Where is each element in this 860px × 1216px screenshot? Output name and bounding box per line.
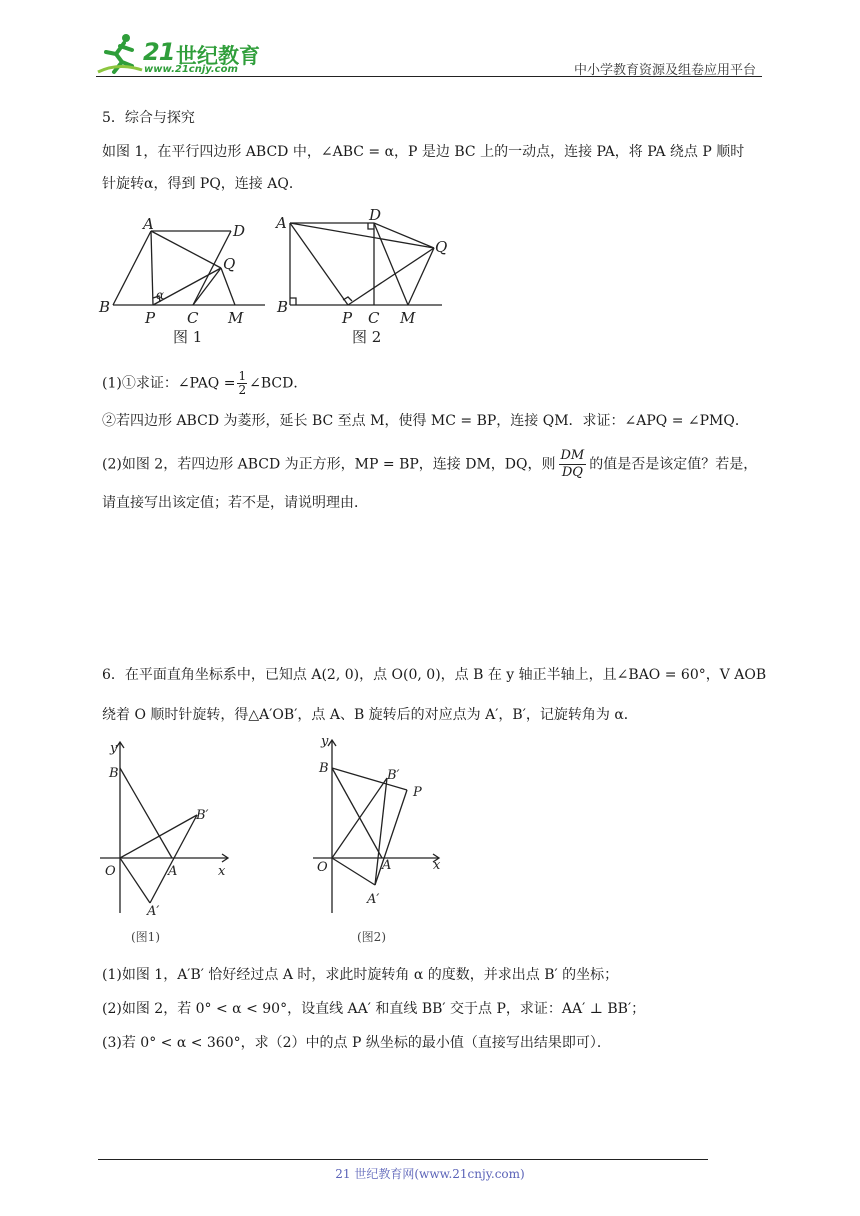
q6-stem-line1: 6．在平面直角坐标系中，已知点 A(2, 0)，点 O(0, 0)，点 B 在 y 轴正半轴上，且∠BAO = 60°，V AOB: [102, 667, 767, 683]
fig1-caption: 图 1: [173, 328, 203, 346]
fig2-label-Q: Q: [435, 238, 448, 256]
q5-part1-prefix: (1)①求证：∠PAQ =: [102, 375, 236, 392]
fig2-label-D: D: [369, 208, 382, 224]
q6-fig2-label-x: x: [433, 858, 441, 873]
q6-fig2-label-P: P: [413, 785, 422, 800]
logo-url: www.21cnjy.com: [144, 64, 238, 75]
header-divider: [96, 76, 762, 77]
q5-stem-line1: 如图 1，在平行四边形 ABCD 中，∠ABC = α，P 是边 BC 上的一动点，连接 PA，将 PA 绕点 P 顺时: [102, 144, 745, 160]
fig1-label-B: B: [99, 298, 111, 316]
q5-part1-fraction: $\frac{1}{2}$: [238, 369, 247, 397]
q6-fig2-label-A: A: [382, 858, 392, 873]
fig1-label-M: M: [228, 309, 244, 327]
q6-fig1-caption: (图1): [131, 930, 160, 944]
q6-fig2-label-A1: A′: [367, 892, 380, 907]
q6-fig2-label-y: y: [321, 735, 329, 749]
q6-part2: (2)如图 2，若 0° < α < 90°，设直线 AA′ 和直线 BB′ 交于点 P，求证：AA′ ⊥ BB′；: [102, 1001, 646, 1017]
fig2-caption: 图 2: [352, 328, 382, 346]
q6-fig2-label-B1: B′: [387, 768, 400, 783]
q5-part2: [102, 448, 757, 481]
q6-fig1-label-x: x: [218, 864, 226, 879]
fig2-label-B: B: [277, 298, 289, 316]
q5-title: 5．综合与探究: [102, 110, 195, 126]
q6-stem-line2: 绕着 O 顺时针旋转，得△A′OB′，点 A、B 旋转后的对应点为 A′，B′，记旋转角为 α．: [102, 707, 638, 723]
fig1-label-A: A: [143, 215, 154, 233]
q5-figure-1: [95, 208, 270, 348]
footer-text: 21 世纪教育网(www.21cnjy.com): [335, 1167, 525, 1181]
q6-fig1-label-O: O: [105, 864, 116, 879]
q5-part2-line2: 请直接写出该定值；若不是，请说明理由．: [102, 495, 368, 511]
q6-part3: (3)若 0° < α < 360°，求（2）中的点 P 纵坐标的最小值（直接写出结果即可）．: [102, 1035, 611, 1051]
q5-figure-2: [272, 208, 452, 348]
fig2-label-P: P: [342, 309, 353, 327]
q5-part1b: ②若四边形 ABCD 为菱形，延长 BC 至点 M，使得 MC = BP，连接 QM．求证：∠APQ = ∠PMQ．: [102, 413, 749, 429]
logo-text: 世纪教育: [176, 44, 260, 68]
q6-fig2-caption: (图2): [357, 930, 386, 944]
q5-part2-prefix: (2)如图 2，若四边形 ABCD 为正方形，MP = BP，连接 DM，DQ，则: [102, 456, 556, 473]
q5-part1-suffix: ∠BCD．: [249, 375, 308, 392]
fig2-label-M: M: [400, 309, 416, 327]
q5-part2-fraction: $\frac{DM}{DQ}$: [560, 448, 585, 480]
q6-fig1-label-y: y: [110, 741, 118, 756]
runner-logo-icon: [96, 32, 146, 76]
q6-fig1-label-A1: A′: [147, 904, 160, 919]
fig1-label-C: C: [187, 309, 199, 327]
q5-part2-suffix: 的值是否是该定值？若是，: [589, 456, 758, 473]
header-platform-text: 中小学教育资源及组卷应用平台: [573, 63, 756, 78]
fig1-label-D: D: [233, 222, 246, 240]
q6-part1: (1)如图 1，A′B′ 恰好经过点 A 时，求此时旋转角 α 的度数，并求出点 B′ 的坐标；: [102, 967, 619, 983]
footer-divider: [98, 1159, 708, 1160]
fig1-label-Q: Q: [223, 255, 236, 273]
q6-fig2-label-B: B: [319, 761, 329, 776]
q6-fig2-label-O: O: [317, 860, 328, 875]
q5-stem-line2: 针旋转α，得到 PQ，连接 AQ．: [102, 176, 303, 192]
fig2-label-A: A: [276, 214, 287, 232]
fig1-label-alpha: α: [156, 288, 165, 302]
q6-fig1-label-A: A: [168, 864, 178, 879]
logo-number: 21: [143, 38, 175, 66]
q6-fig1-label-B: B: [109, 766, 119, 781]
q5-part1: [102, 370, 307, 397]
fig1-label-P: P: [145, 309, 156, 327]
q6-figure-1: [95, 735, 245, 950]
q6-figure-2: [305, 735, 455, 950]
fig2-label-C: C: [368, 309, 380, 327]
q6-fig1-label-B1: B′: [196, 808, 209, 823]
